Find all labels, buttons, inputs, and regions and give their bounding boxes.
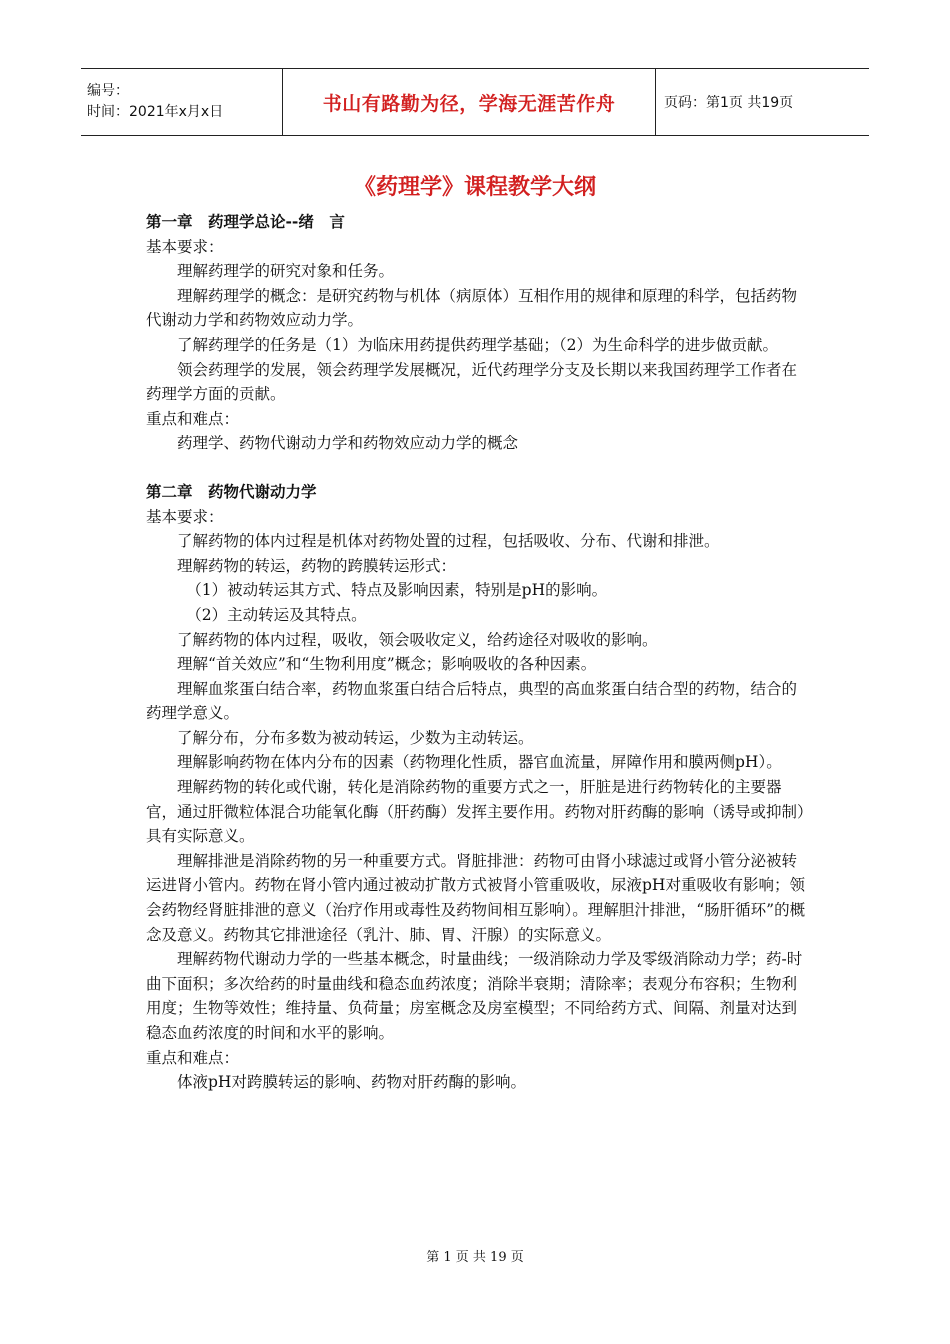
chapter2-paragraph: 理解药物的转运，药物的跨膜转运形式： xyxy=(177,556,457,575)
chapter1-paragraph: 了解药理学的任务是（1）为临床用药提供药理学基础；（2）为生命科学的进步做贡献。 xyxy=(177,335,778,354)
chapter1-key-label: 重点和难点： xyxy=(146,409,240,428)
chapter2-paragraph: 了解分布，分布多数为被动转运，少数为主动转运。 xyxy=(177,728,534,747)
chapter2-paragraph: 理解排泄是消除药物的另一种重要方式。肾脏排泄：药物可由肾小球滤过或肾小管分泌被转运进肾小管内。药物在肾小管内通过被动扩散方式被肾小管重吸收，尿液pH对重吸收有影响；领会药物经肾脏排泄的意义（治疗作用或毒性及药物间相互影响）。理解胆汁排泄，“肠肝循环”的概念及意义。药物其它排泄途径（乳汁、肺、胃、汗腺）的实际意义。 xyxy=(146,851,806,944)
chapter1-paragraph: 理解药理学的研究对象和任务。 xyxy=(177,262,395,281)
chapter1-heading: 第一章 药理学总论--绪 言 xyxy=(146,213,345,231)
chapter2-subitem: （1）被动转运其方式、特点及影响因素，特别是pH的影响。 xyxy=(186,581,608,600)
document-title: 《药理学》课程教学大纲 xyxy=(353,175,596,200)
chapter2-paragraph: 了解药物的体内过程是机体对药物处置的过程，包括吸收、分布、代谢和排泄。 xyxy=(177,532,720,551)
chapter2-subitem: （2）主动转运及其特点。 xyxy=(186,605,367,624)
chapter2-heading: 第二章 药物代谢动力学 xyxy=(146,482,317,501)
chapter1-paragraph: 领会药理学的发展，领会药理学发展概况，近代药理学分支及长期以来我国药理学工作者在药理学方面的贡献。 xyxy=(146,360,798,404)
chapter1-paragraph: 理解药理学的概念：是研究药物与机体（病原体）互相作用的规律和原理的科学，包括药物代谢动力学和药物效应动力学。 xyxy=(146,286,798,330)
page-footer: 第 1 页 共 19 页 xyxy=(426,1250,524,1265)
chapter2-requirements-label: 基本要求： xyxy=(146,507,224,526)
chapter2-paragraph: 理解“首关效应”和“生物利用度”概念；影响吸收的各种因素。 xyxy=(177,655,597,674)
chapter2-paragraph: 理解影响药物在体内分布的因素（药物理化性质，器官血流量，屏障作用和膜两侧pH）。 xyxy=(177,753,782,772)
header-motto-cell xyxy=(283,69,656,135)
chapter2-key-text: 体液pH对跨膜转运的影响、药物对肝药酶的影响。 xyxy=(177,1073,526,1092)
chapter2-paragraph: 理解药物的转化或代谢，转化是消除药物的重要方式之一，肝脏是进行药物转化的主要器官，通过肝微粒体混合功能氧化酶（肝药酶）发挥主要作用。药物对肝药酶的影响（诱导或抑制）具有实际意义。 xyxy=(146,778,805,846)
chapter2-key-label: 重点和难点： xyxy=(146,1048,240,1067)
chapter2-paragraph: 理解血浆蛋白结合率，药物血浆蛋白结合后特点，典型的高血浆蛋白结合型的药物，结合的药理学意义。 xyxy=(146,679,798,723)
header-motto: 书山有路勤为径，学海无涯苦作舟 xyxy=(322,92,616,115)
section-gap xyxy=(146,456,806,480)
document-body xyxy=(146,210,806,1095)
chapter2-paragraph: 理解药物代谢动力学的一些基本概念，时量曲线；一级消除动力学及零级消除动力学；药-时曲下面积；多次给药的时量曲线和稳态血药浓度；消除半衰期；清除率；表观分布容积；生物利用度；生物等效性；维持量、负荷量；房室概念及房室模型；不同给药方式、间隔、剂量对达到稳态血药浓度的时间和水平的影响。 xyxy=(146,950,803,1042)
number-label: 编号： xyxy=(87,83,129,99)
chapter2-paragraph: 了解药物的体内过程，吸收，领会吸收定义，给药途径对吸收的影响。 xyxy=(177,630,658,649)
header-meta xyxy=(81,69,283,135)
time-label: 时间：2021年x月x日 xyxy=(87,104,224,120)
chapter1-requirements-label: 基本要求： xyxy=(146,237,224,256)
header-page-info: 页码：第1页 共19页 xyxy=(664,95,794,111)
page-header xyxy=(81,68,869,136)
chapter1-key-text: 药理学、药物代谢动力学和药物效应动力学的概念 xyxy=(177,434,519,453)
